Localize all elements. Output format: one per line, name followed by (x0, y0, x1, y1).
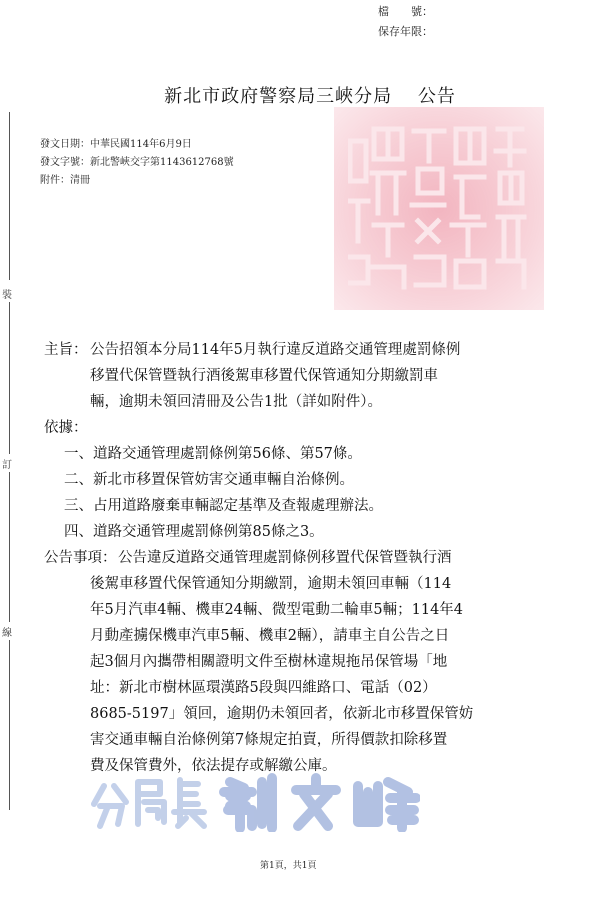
notice-line-6: 址：新北市樹林區環漢路5段與四維路口、電話（02） (90, 680, 437, 696)
basis-item-3: 三、占用道路廢棄車輛認定基準及查報處理辦法。 (64, 498, 383, 514)
file-number-label: 檔 號： (378, 5, 433, 18)
gist-line-2: 移置代保管暨執行酒後駕車移置代保管通知分期繳罰車 (90, 368, 438, 384)
notice-line-8: 害交通車輛自治條例第7條規定拍賣，所得價款扣除移置 (90, 732, 448, 748)
signature-stamp-icon (90, 772, 420, 832)
director-signature (90, 772, 420, 832)
binding-char-ding: 訂 (2, 460, 12, 471)
issue-date: 發文日期：中華民國114年6月9日 (40, 139, 192, 150)
binding-line-bottom (9, 640, 10, 810)
binding-line-lower (9, 472, 10, 622)
notice-line-3: 年5月汽車4輛、機車24輛、微型電動二輪車5輛；114年4 (90, 602, 464, 618)
binding-line-top (9, 112, 10, 280)
basis-item-2: 二、新北市移置保管妨害交通車輛自治條例。 (64, 472, 354, 488)
notice-label: 公告事項： (44, 550, 117, 566)
gist-label: 主旨： (44, 342, 88, 358)
basis-item-1: 一、道路交通管理處罰條例第56條、第57條。 (64, 446, 362, 462)
notice-line-4: 月動產擄保機車汽車5輛、機車2輛），請車主自公告之日 (90, 628, 450, 644)
attachment: 附件：清冊 (40, 175, 90, 186)
notice-line-1: 公告違反道路交通管理處罰條例移置代保管暨執行酒 (118, 550, 452, 566)
notice-line-9: 費及保管費外，依法提存或解繳公庫。 (90, 758, 337, 774)
page-title: 新北市政府警察局三峽分局 公告 (164, 86, 456, 107)
official-seal (334, 107, 544, 310)
page-number: 第1頁，共1頁 (260, 861, 317, 871)
basis-label: 依據： (44, 420, 88, 436)
notice-line-2: 後駕車移置代保管通知分期繳罰，逾期未領回車輛（114 (90, 576, 452, 592)
seal-stamp-icon (348, 121, 530, 296)
gist-line-1: 公告招領本分局114年5月執行違反道路交通管理處罰條例 (90, 342, 461, 358)
document-number: 發文字號：新北警峽交字第1143612768號 (40, 157, 234, 168)
binding-char-zhuang: 裝 (2, 290, 12, 301)
retention-period-label: 保存年限： (378, 25, 433, 38)
binding-line-middle (9, 302, 10, 454)
gist-line-3: 輛，逾期未領回清冊及公告1批（詳如附件）。 (90, 394, 382, 410)
binding-char-xian: 線 (2, 628, 12, 639)
basis-item-4: 四、道路交通管理處罰條例第85條之3。 (64, 524, 324, 540)
notice-line-5: 起3個月內攜帶相關證明文件至樹林違規拖吊保管場「地 (90, 654, 448, 670)
notice-line-7: 8685-5197」領回，逾期仍未領回者，依新北市移置保管妨 (90, 706, 474, 722)
